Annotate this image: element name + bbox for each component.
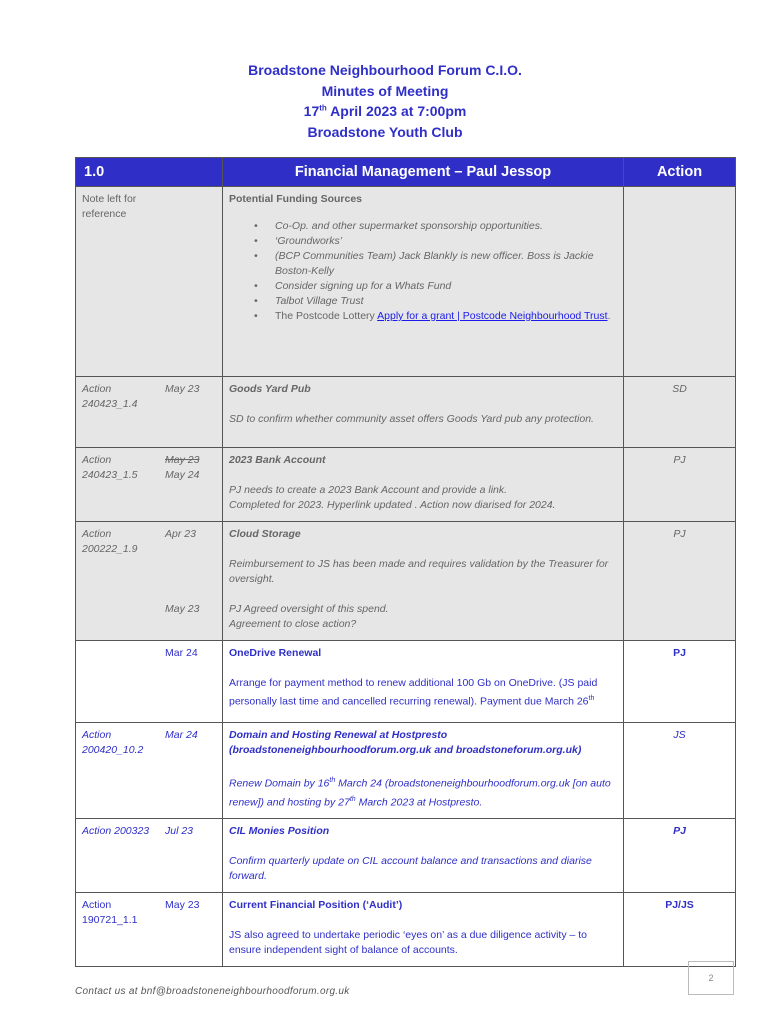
- row-reference: [76, 893, 223, 967]
- text-suffix: th: [329, 777, 336, 784]
- meeting-venue: Broadstone Youth Club: [307, 123, 463, 140]
- row-action: PJ: [624, 522, 736, 641]
- list-item: [275, 309, 617, 324]
- list-item: • (BCP Communities Team) Jack Blankly is new officer. Boss is Jackie Boston-Kelly: [275, 249, 617, 279]
- due-date-second: May 23: [165, 603, 200, 615]
- list-item: • Talbot Village Trust: [275, 294, 617, 309]
- item-title: Cloud Storage: [229, 528, 301, 540]
- minutes-table: [75, 157, 736, 967]
- text-part: March 2023 at Hostpresto.: [355, 796, 483, 808]
- item-title: Domain and Hosting Renewal at Hostpresto (broadstoneneighbourhoodforum.org.uk and broadstoneforum.org.uk): [229, 729, 582, 756]
- action-column-header: Action: [624, 158, 736, 187]
- reference-text: Action 240423_1.5: [82, 454, 138, 481]
- table-row: [76, 377, 736, 448]
- row-description: [223, 187, 624, 377]
- row-reference: [76, 448, 223, 522]
- item-title: Goods Yard Pub: [229, 383, 311, 395]
- section-number: 1.0: [76, 158, 223, 187]
- row-description: [223, 448, 624, 522]
- row-description: [223, 377, 624, 448]
- row-reference: [76, 641, 223, 723]
- item-text: SD to confirm whether community asset offers Goods Yard pub any protection.: [229, 413, 594, 425]
- due-date: Jul 23: [165, 825, 194, 837]
- table-row: [76, 187, 736, 377]
- item-text: PJ needs to create a 2023 Bank Account and provide a link.: [229, 484, 508, 496]
- row-action: PJ: [624, 819, 736, 893]
- row-action: JS: [624, 723, 736, 819]
- reference-text: Action 200222_1.9: [82, 528, 138, 555]
- table-row: [76, 723, 736, 819]
- item-text: [229, 773, 617, 810]
- due-date: Mar 24: [165, 729, 198, 741]
- row-description: [223, 522, 624, 641]
- item-text: JS also agreed to undertake periodic ‘eyes on’ as a due diligence activity – to ensure independent sight of balance of accounts.: [229, 929, 587, 956]
- reference-text: Action 200420_10.2: [82, 729, 144, 756]
- bullet-prefix: The Postcode Lottery: [275, 310, 378, 322]
- document-title: Minutes of Meeting: [321, 82, 449, 99]
- row-action: SD: [624, 377, 736, 448]
- table-row: [76, 522, 736, 641]
- due-date: Apr 23: [165, 528, 196, 540]
- page-number: 2: [688, 961, 734, 995]
- due-dates: [165, 453, 199, 483]
- item-text: [229, 676, 617, 710]
- date-suffix: th: [319, 103, 327, 113]
- list-item: • Consider signing up for a Whats Fund: [275, 279, 617, 294]
- due-date: May 23: [165, 383, 200, 395]
- list-item: • Co-Op. and other supermarket sponsorship opportunities.: [275, 219, 617, 234]
- table-row: [76, 819, 736, 893]
- row-description: [223, 641, 624, 723]
- due-date: May 23: [165, 899, 200, 911]
- row-action: PJ/JS: [624, 893, 736, 967]
- table-row: [76, 893, 736, 967]
- reference-text: Action 240423_1.4: [82, 383, 138, 410]
- row-action: [624, 187, 736, 377]
- reference-text: Note left for reference: [82, 193, 137, 220]
- row-reference: [76, 187, 223, 377]
- table-row: [76, 448, 736, 522]
- reference-text: Action 190721_1.1: [82, 899, 138, 926]
- due-date: May 24: [165, 469, 200, 481]
- text-part: March 24 (broadstoneneighbourhoodforum.org.uk [on auto renew]) and hosting by 27: [229, 777, 611, 808]
- due-date: Mar 24: [165, 647, 198, 659]
- item-title: CIL Monies Position: [229, 825, 330, 837]
- meeting-date: [0, 101, 770, 122]
- due-date-superseded: May 23: [165, 454, 200, 466]
- funding-list: [229, 219, 617, 324]
- document-header: [0, 60, 770, 142]
- date-rest: April 2023 at 7:00pm: [326, 103, 467, 119]
- row-description: [223, 819, 624, 893]
- row-reference: [76, 723, 223, 819]
- date-day: 17: [303, 103, 320, 119]
- section-title: Financial Management – Paul Jessop: [223, 158, 624, 187]
- reference-text: Action 200323: [82, 825, 150, 837]
- list-item: • ‘Groundworks’: [275, 234, 617, 249]
- item-title: Potential Funding Sources: [229, 193, 363, 205]
- row-description: [223, 893, 624, 967]
- bullet-suffix: .: [607, 310, 611, 322]
- row-action: PJ: [624, 641, 736, 723]
- postcode-trust-link[interactable]: Apply for a grant | Postcode Neighbourhood Trust: [377, 310, 608, 322]
- forum-name: Broadstone Neighbourhood Forum C.I.O.: [248, 62, 522, 78]
- item-title: OneDrive Renewal: [229, 647, 322, 659]
- item-text: Reimbursement to JS has been made and requires validation by the Treasurer for oversight.: [229, 558, 609, 585]
- item-text-suffix: th: [588, 695, 595, 702]
- row-reference: [76, 522, 223, 641]
- row-reference: [76, 377, 223, 448]
- item-text-main: Arrange for payment method to renew additional 100 Gb on OneDrive. (JS paid personally last time and cancelled recurring renewal). Payment due March 26: [229, 677, 598, 708]
- row-action: PJ: [624, 448, 736, 522]
- footer-contact: Contact us at bnf@broadstoneneighbourhoodforum.org.uk: [75, 986, 350, 997]
- item-text: Agreement to close action?: [229, 618, 357, 630]
- item-text: PJ Agreed oversight of this spend.: [229, 603, 389, 615]
- item-title: 2023 Bank Account: [229, 454, 326, 466]
- table-row: [76, 641, 736, 723]
- item-title: Current Financial Position (‘Audit’): [229, 899, 403, 911]
- row-reference: [76, 819, 223, 893]
- row-description: [223, 723, 624, 819]
- item-text: Confirm quarterly update on CIL account balance and transactions and diarise forward.: [229, 855, 592, 882]
- text-part: Renew Domain by 16: [229, 777, 330, 790]
- text-suffix: th: [349, 795, 356, 803]
- table-header-row: [76, 158, 736, 187]
- item-text: Completed for 2023. Hyperlink updated . Action now diarised for 2024.: [229, 499, 556, 511]
